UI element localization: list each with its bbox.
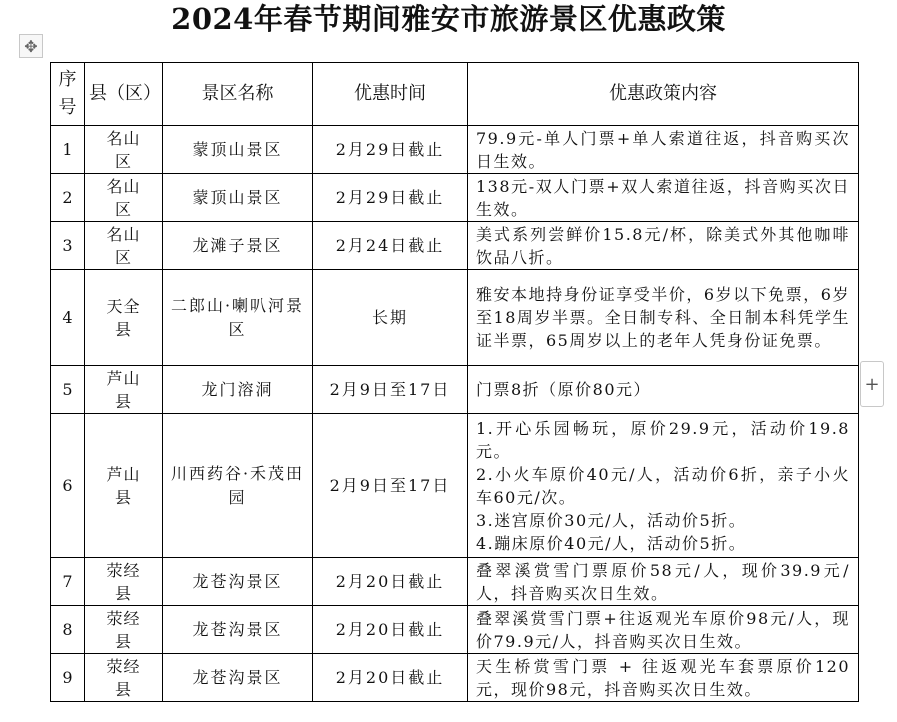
policy-line: 3.迷宫原价30元/人，活动价5折。: [476, 510, 747, 530]
header-policy: 优惠政策内容: [468, 63, 859, 126]
table-body: [51, 126, 859, 702]
cell-index: 5: [51, 366, 85, 414]
cell-index: 7: [51, 558, 85, 606]
cell-period: 2月29日截止: [313, 174, 468, 222]
policy-line: 1.开心乐园畅玩，原价29.9元，活动价19.8元。: [476, 418, 850, 461]
page-title: 2024年春节期间雅安市旅游景区优惠政策: [171, 2, 726, 36]
cell-spot: 龙门溶洞: [163, 366, 313, 414]
cell-spot: 龙苍沟景区: [163, 558, 313, 606]
cell-policy: [468, 414, 859, 558]
cell-county: 天全县: [85, 270, 163, 366]
table-row: [51, 270, 859, 366]
cell-period: 2月29日截止: [313, 126, 468, 174]
cell-policy: [468, 126, 859, 174]
cell-spot: 龙苍沟景区: [163, 606, 313, 654]
cell-spot: 川西药谷·禾茂田园: [163, 414, 313, 558]
cell-index: 1: [51, 126, 85, 174]
cell-county: 荥经县: [85, 654, 163, 702]
cell-period: 2月20日截止: [313, 606, 468, 654]
cell-spot: 二郎山·喇叭河景区: [163, 270, 313, 366]
cell-policy: [468, 222, 859, 270]
cell-period: 2月20日截止: [313, 654, 468, 702]
cell-policy: [468, 654, 859, 702]
cell-spot: 蒙顶山景区: [163, 126, 313, 174]
cell-policy: [468, 270, 859, 366]
policy-line: 美式系列尝鲜价15.8元/杯，除美式外其他咖啡饮品八折。: [476, 224, 850, 267]
cell-index: 6: [51, 414, 85, 558]
policy-line: 138元-双人门票+双人索道往返，抖音购买次日生效。: [476, 176, 850, 219]
cell-policy: [468, 174, 859, 222]
plus-icon[interactable]: +: [860, 361, 884, 407]
cell-period: 2月20日截止: [313, 558, 468, 606]
table-row: [51, 174, 859, 222]
cell-spot: 龙滩子景区: [163, 222, 313, 270]
cell-period: 长期: [313, 270, 468, 366]
move-arrows-icon[interactable]: ✥: [19, 34, 43, 58]
cell-county: 名山区: [85, 174, 163, 222]
cell-county: 芦山县: [85, 414, 163, 558]
cell-index: 4: [51, 270, 85, 366]
cell-period: 2月24日截止: [313, 222, 468, 270]
policy-line: 门票8折（原价80元）: [476, 380, 652, 399]
table-row: [51, 414, 859, 558]
policy-line: 79.9元-单人门票+单人索道往返，抖音购买次日生效。: [476, 128, 850, 171]
policy-line: 雅安本地持身份证享受半价，6岁以下免票，6岁至18周岁半票。全日制专科、全日制本科凭学生证半票，65周岁以上的老年人凭身份证免票。: [476, 285, 850, 350]
cell-policy: [468, 606, 859, 654]
header-index: 序号: [51, 63, 85, 126]
policy-line: 叠翠溪赏雪门票+往返观光车原价98元/人，现价79.9元/人，抖音购买次日生效。: [476, 608, 850, 651]
table-row: [51, 222, 859, 270]
cell-county: 名山区: [85, 222, 163, 270]
cell-index: 9: [51, 654, 85, 702]
policy-line: 叠翠溪赏雪门票原价58元/人，现价39.9元/人，抖音购买次日生效。: [476, 560, 850, 603]
cell-index: 2: [51, 174, 85, 222]
table-row: [51, 366, 859, 414]
cell-policy: [468, 366, 859, 414]
table-row: [51, 126, 859, 174]
policy-line: 2.小火车原价40元/人，活动价6折，亲子小火车60元/次。: [476, 464, 850, 507]
table-row: [51, 606, 859, 654]
table-row: [51, 558, 859, 606]
cell-policy: [468, 558, 859, 606]
cell-period: 2月9日至17日: [313, 414, 468, 558]
cell-county: 荥经县: [85, 558, 163, 606]
header-county: 县（区）: [85, 63, 163, 126]
header-period: 优惠时间: [313, 63, 468, 126]
cell-index: 3: [51, 222, 85, 270]
cell-county: 芦山县: [85, 366, 163, 414]
cell-spot: 龙苍沟景区: [163, 654, 313, 702]
header-spot: 景区名称: [163, 63, 313, 126]
policy-line: 天生桥赏雪门票 + 往返观光车套票原价120元，现价98元，抖音购买次日生效。: [476, 656, 850, 699]
policy-table: [50, 62, 859, 702]
cell-county: 荥经县: [85, 606, 163, 654]
cell-period: 2月9日至17日: [313, 366, 468, 414]
cell-county: 名山区: [85, 126, 163, 174]
cell-index: 8: [51, 606, 85, 654]
table-row: [51, 654, 859, 702]
table-header-row: [51, 63, 859, 126]
policy-line: 4.蹦床原价40元/人，活动价5折。: [476, 533, 747, 553]
cell-spot: 蒙顶山景区: [163, 174, 313, 222]
